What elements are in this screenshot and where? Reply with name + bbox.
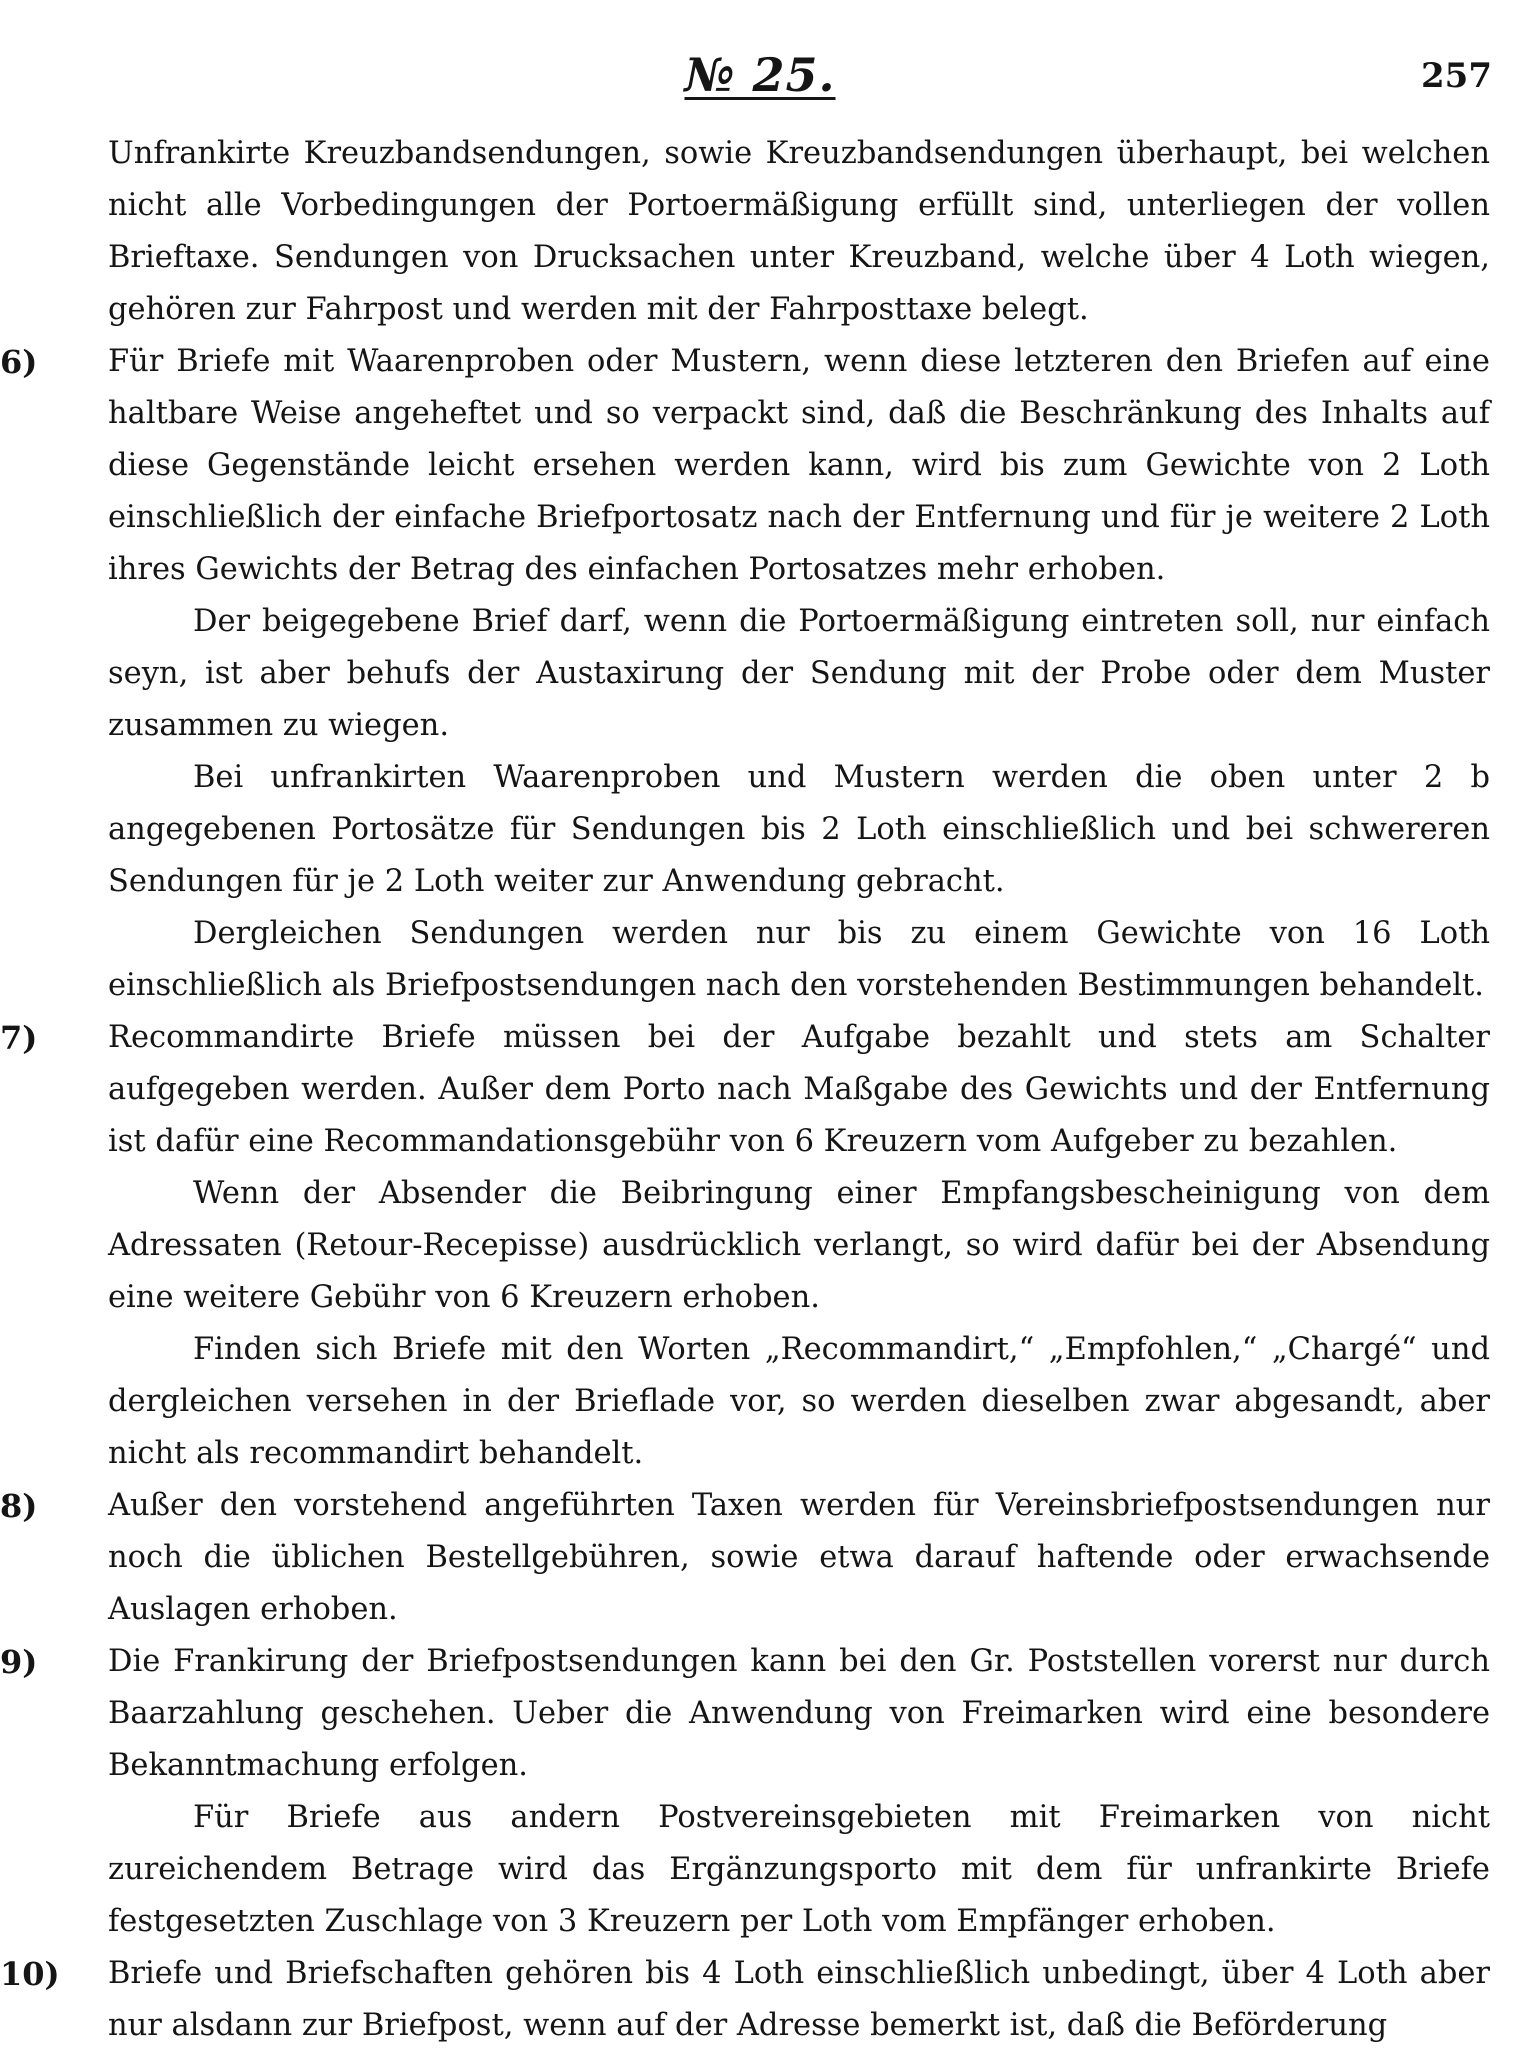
paragraph-text: Außer den vorstehend angeführten Taxen werden für Vereinsbriefpostsendungen nur noch die üblichen Bestellgebühren, sowie etwa darauf haftende oder erwachsende Auslagen erhoben. bbox=[108, 1488, 1490, 1627]
paragraph-text: Bei unfrankirten Waarenproben und Mustern werden die oben unter 2 b angegebenen Portosätze für Sendungen bis 2 Loth einschließlich und bei schwereren Sendungen für je 2 Loth weiter zur Anwendung gebracht. bbox=[108, 760, 1490, 899]
paragraph-text: Für Briefe aus andern Postvereinsgebieten mit Freimarken von nicht zureichendem Betrage wird das Ergänzungsporto mit dem für unfrankirte Briefe festgesetzten Zuschlage von 3 Kreuzern per Loth vom Empfänger erhoben. bbox=[108, 1800, 1490, 1939]
paragraph-freimarken bbox=[0, 1792, 1520, 1948]
paragraph-text: Die Frankirung der Briefpostsendungen kann bei den Gr. Poststellen vorerst nur durch Baarzahlung geschehen. Ueber die Anwendung von Freimarken wird eine besondere Bekanntmachung erfolgen. bbox=[108, 1644, 1490, 1783]
body-text bbox=[0, 128, 1520, 2052]
page-header bbox=[0, 48, 1520, 118]
paragraph-text: Recommandirte Briefe müssen bei der Aufgabe bezahlt und stets am Schalter aufgegeben werden. Außer dem Porto nach Maßgabe des Gewichts und der Entfernung ist dafür eine Recommandationsgebühr von 6 Kreuzern vom Aufgeber zu bezahlen. bbox=[108, 1020, 1490, 1159]
paragraph-number: 10) bbox=[0, 1955, 60, 1993]
paragraph-brieflade bbox=[0, 1324, 1520, 1480]
paragraph-9 bbox=[0, 1636, 1520, 1792]
paragraph-7 bbox=[0, 1012, 1520, 1168]
paragraph-10 bbox=[0, 1948, 1520, 2052]
paragraph-text: Wenn der Absender die Beibringung einer Empfangsbescheinigung von dem Adressaten (Retour-Recepisse) ausdrücklich verlangt, so wird dafür bei der Absendung eine weitere Gebühr von 6 Kreuzern erhoben. bbox=[108, 1176, 1490, 1315]
paragraph-number: 6) bbox=[0, 343, 38, 381]
page-number: 257 bbox=[1421, 56, 1492, 96]
paragraph-8 bbox=[0, 1480, 1520, 1636]
issue-number: № 25. bbox=[684, 48, 836, 102]
paragraph-6 bbox=[0, 336, 1520, 596]
paragraph-text: Briefe und Briefschaften gehören bis 4 Loth einschließlich unbedingt, über 4 Loth aber nur alsdann zur Briefpost, wenn auf der Adresse bemerkt ist, daß die Beförderung bbox=[108, 1956, 1490, 2043]
paragraph-text: Für Briefe mit Waarenproben oder Mustern, wenn diese letzteren den Briefen auf eine haltbare Weise angeheftet und so verpackt sind, daß die Beschränkung des Inhalts auf diese Gegenstände leicht ersehen werden kann, wird bis zum Gewichte von 2 Loth einschließlich der einfache Briefportosatz nach der Entfernung und für je weitere 2 Loth ihres Gewichts der Betrag des einfachen Portosatzes mehr erhoben. bbox=[108, 344, 1490, 587]
paragraph-text: Unfrankirte Kreuzbandsendungen, sowie Kreuzbandsendungen überhaupt, bei welchen nicht alle Vorbedingungen der Portoermäßigung erfüllt sind, unterliegen der vollen Brieftaxe. Sendungen von Drucksachen unter Kreuzband, welche über 4 Loth wiegen, gehören zur Fahrpost und werden mit der Fahrposttaxe belegt. bbox=[108, 136, 1490, 327]
paragraph-number: 7) bbox=[0, 1019, 38, 1057]
paragraph-gewichtsgrenze bbox=[0, 908, 1520, 1012]
paragraph-number: 8) bbox=[0, 1487, 38, 1525]
paragraph-number: 9) bbox=[0, 1643, 38, 1681]
paragraph-empfangsbescheinigung bbox=[0, 1168, 1520, 1324]
paragraph-text: Der beigegebene Brief darf, wenn die Portoermäßigung eintreten soll, nur einfach seyn, ist aber behufs der Austaxirung der Sendung mit der Probe oder dem Muster zusammen zu wiegen. bbox=[108, 604, 1490, 743]
paragraph-text: Finden sich Briefe mit den Worten „Recommandirt,“ „Empfohlen,“ „Chargé“ und dergleichen versehen in der Brieflade vor, so werden dieselben zwar abgesandt, aber nicht als recommandirt behandelt. bbox=[108, 1332, 1490, 1471]
paragraph-text: Dergleichen Sendungen werden nur bis zu einem Gewichte von 16 Loth einschließlich als Briefpostsendungen nach den vorstehenden Bestimmungen behandelt. bbox=[108, 916, 1490, 1003]
paragraph-kreuzband bbox=[0, 128, 1520, 336]
paragraph-unfrankirte-proben bbox=[0, 752, 1520, 908]
paragraph-beigegebene-brief bbox=[0, 596, 1520, 752]
